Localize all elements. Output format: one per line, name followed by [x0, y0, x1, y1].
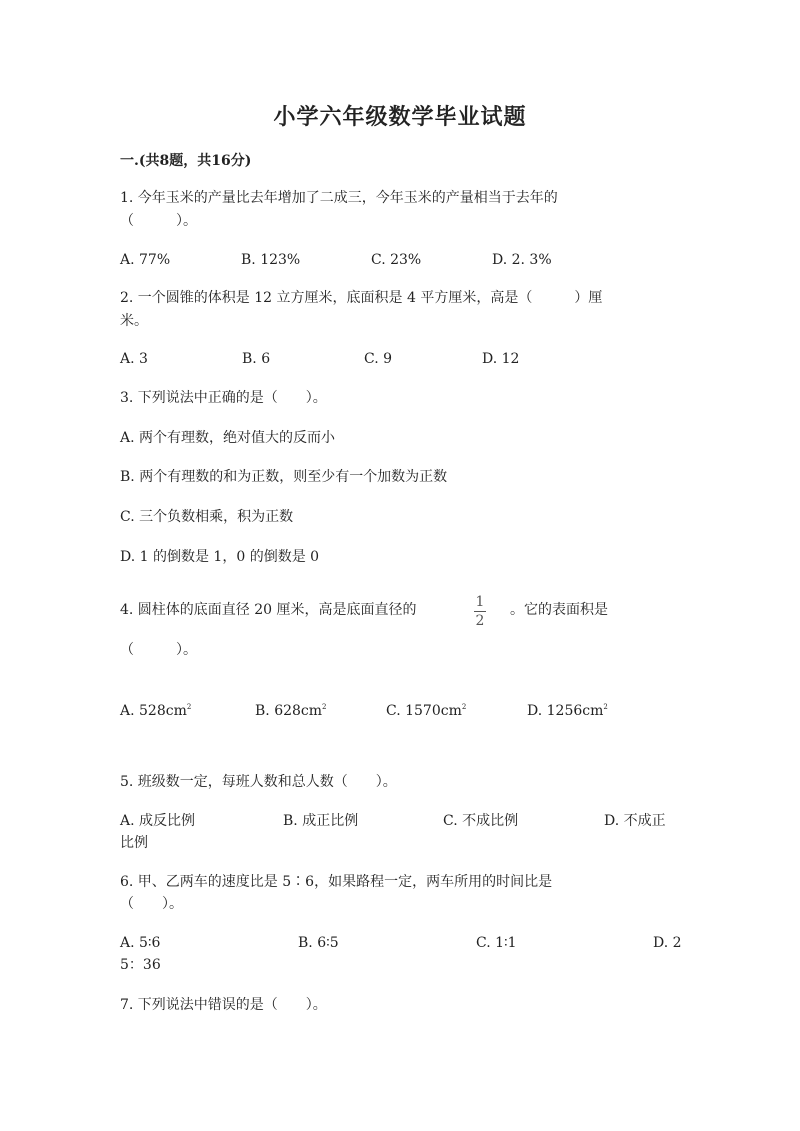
fraction-bar: [474, 611, 486, 612]
question-5-option-c: C. 不成比例: [443, 813, 519, 829]
question-4-option-b: B. $628cm^2$: [255, 703, 327, 719]
question-2-text: 2. 一个圆锥的体积是 12 立方厘米，底面积是 4 平方厘米，高是（ ）厘: [120, 290, 603, 306]
question-2-option-d: D. 12: [482, 351, 520, 367]
question-5-option-a: A. 成反比例: [120, 813, 196, 829]
question-2-option-b: B. 6: [242, 351, 271, 367]
question-5-text: 5. 班级数一定，每班人数和总人数（ ）。: [120, 774, 397, 790]
question-4-option-d: D. $1256cm^2$: [527, 703, 608, 719]
question-3-text: 3. 下列说法中正确的是（ ）。: [120, 390, 327, 406]
question-6-text: 6. 甲、乙两车的速度比是 5∶6，如果路程一定，两车所用的时间比是: [120, 874, 553, 890]
question-1-option-b: B. 123%: [241, 252, 301, 268]
section-heading: 一.(共8题，共16分): [120, 153, 252, 169]
question-1-option-a: A. 77%: [120, 252, 171, 268]
page-title: 小学六年级数学毕业试题: [273, 104, 527, 130]
question-2-option-a: A. 3: [120, 351, 148, 367]
question-5-option-b: B. 成正比例: [283, 813, 359, 829]
question-6-option-b: B. 6∶5: [298, 935, 339, 951]
question-4-option-a: A. $528cm^2$: [120, 703, 192, 719]
fraction-denominator: 2: [475, 613, 485, 629]
question-6-option-a: A. 5∶6: [120, 935, 161, 951]
question-1-option-d: D. 2. 3%: [492, 252, 552, 268]
question-3-option-a: A. 两个有理数，绝对值大的反而小: [120, 430, 336, 446]
fraction-numerator: 1: [475, 594, 485, 610]
question-3-option-b: B. 两个有理数的和为正数，则至少有一个加数为正数: [120, 469, 448, 485]
question-4-text: 4. 圆柱体的底面直径 20 厘米，高是底面直径的: [120, 602, 417, 618]
question-1-option-c: C. 23%: [371, 252, 422, 268]
question-7-text: 7. 下列说法中错误的是（ ）。: [120, 997, 327, 1013]
question-2-option-c: C. 9: [364, 351, 393, 367]
question-1-text: 1. 今年玉米的产量比去年增加了二成三，今年玉米的产量相当于去年的: [120, 190, 558, 206]
question-1-blank: （ ）。: [120, 213, 197, 229]
question-5-option-d-wrap: 比例: [120, 835, 148, 851]
question-3-option-d: D. 1 的倒数是 1，0 的倒数是 0: [120, 549, 320, 565]
question-4-blank: （ ）。: [120, 642, 197, 658]
question-4-option-c: C. $1570cm^2$: [386, 703, 467, 719]
fraction-one-half: [470, 594, 490, 629]
question-6-option-d-wrap: 5：36: [120, 957, 161, 973]
question-5-option-d: D. 不成正: [604, 813, 666, 829]
question-3-option-c: C. 三个负数相乘，积为正数: [120, 509, 294, 525]
question-6-option-c: C. 1∶1: [476, 935, 517, 951]
question-4-text-cont: 。它的表面积是: [510, 602, 608, 618]
question-6-option-d: D. 2: [653, 935, 682, 951]
question-2-text-wrap: 米。: [120, 313, 148, 329]
question-6-blank: （ ）。: [120, 896, 183, 912]
